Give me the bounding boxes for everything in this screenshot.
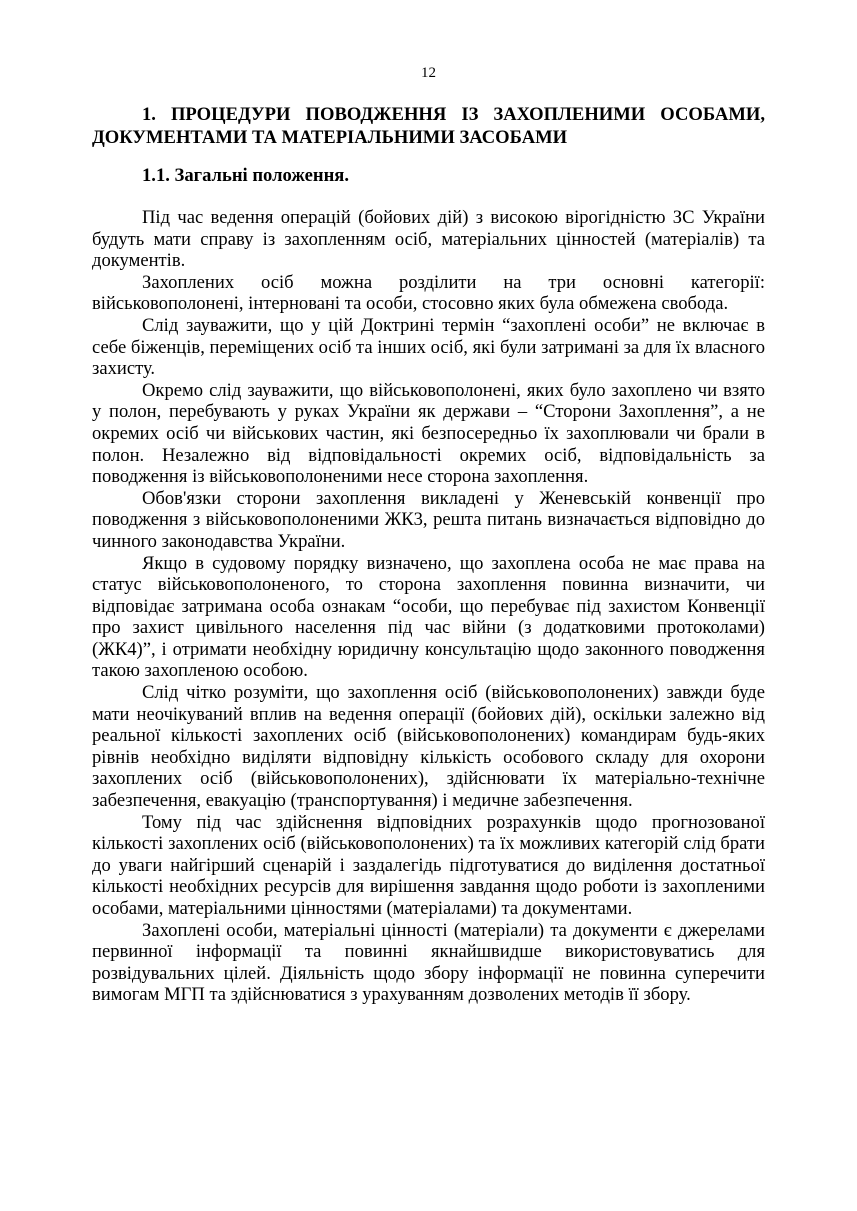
paragraph: Обов'язки сторони захоплення викладені у Женевській конвенції про поводження з військовополоненими ЖК3, решта питань визначається відповідно до чинного законодавства України. <box>92 487 765 552</box>
paragraph: Захоплених осіб можна розділити на три основні категорії: військовополонені, інтерновані та особи, стосовно яких була обмежена свобода. <box>92 271 765 315</box>
subsection-heading: 1.1. Загальні положення. <box>142 165 350 186</box>
paragraph: Тому під час здійснення відповідних розрахунків щодо прогнозованої кількості захоплених осіб (військовополонених) та їх можливих категорій слід брати до уваги найгірший сценарій і заздалегідь підготуватися до виділення достатньої кількості необхідних ресурсів для вирішення завдання щодо роботи із захопленими особами, матеріальними цінностями (матеріалами) та документами. <box>92 811 765 919</box>
page-number: 12 <box>421 65 436 81</box>
paragraph: Окремо слід зауважити, що військовополонені, яких було захоплено чи взято у полон, перебувають у руках України як держави – “Сторони Захоплення”, а не окремих осіб чи військових частин, які безпосередньо їх захоплювали чи брали в полон. Незалежно від відповідальності окремих осіб, відповідальність за поводження із військовополоненими несе сторона захоплення. <box>92 379 765 488</box>
paragraph: Слід чітко розуміти, що захоплення осіб (військовополонених) завжди буде мати неочікуваний вплив на ведення операції (бойових дій), оскільки залежно від реальної кількості захоплених осіб (військовополонених) командирам будь-яких рівнів необхідно виділяти відповідну кількість особового складу для охорони захоплених осіб (військовополонених), здійснювати їх матеріально-технічне забезпечення, евакуацію (транспортування) і медичне забезпечення. <box>92 682 765 812</box>
paragraph-list <box>92 207 765 1006</box>
document-body <box>92 103 765 1006</box>
paragraph: Захоплені особи, матеріальні цінності (матеріали) та документи є джерелами первинної інформації та повинні якнайшвидше використовуватись для розвідувальних цілей. Діяльність щодо збору інформації не повинна суперечити вимогам МГП та здійснюватися з урахуванням дозволених методів її збору. <box>92 919 765 1006</box>
paragraph: Під час ведення операцій (бойових дій) з високою вірогідністю ЗС України будуть мати справу із захопленням осіб, матеріальних цінностей (матеріалів) та документів. <box>92 207 765 272</box>
paragraph: Слід зауважити, що у цій Доктрині термін “захоплені особи” не включає в себе біженців, переміщених осіб та інших осіб, які були затримані за для їх власного захисту. <box>92 314 765 380</box>
paragraph: Якщо в судовому порядку визначено, що захоплена особа не має права на статус військовополоненого, то сторона захоплення повинна визначити, чи відповідає затримана особа ознакам “особи, що перебуває під захистом Конвенції про захист цивільного населення під час війни (з додатковими протоколами) (ЖК4)”, і отримати необхідну юридичну консультацію щодо законного поводження такою захопленою особою. <box>92 552 765 682</box>
section-heading: 1. ПРОЦЕДУРИ ПОВОДЖЕННЯ ІЗ ЗАХОПЛЕНИМИ ОСОБАМИ, ДОКУМЕНТАМИ ТА МАТЕРІАЛЬНИМИ ЗАСОБАМИ <box>92 104 765 148</box>
